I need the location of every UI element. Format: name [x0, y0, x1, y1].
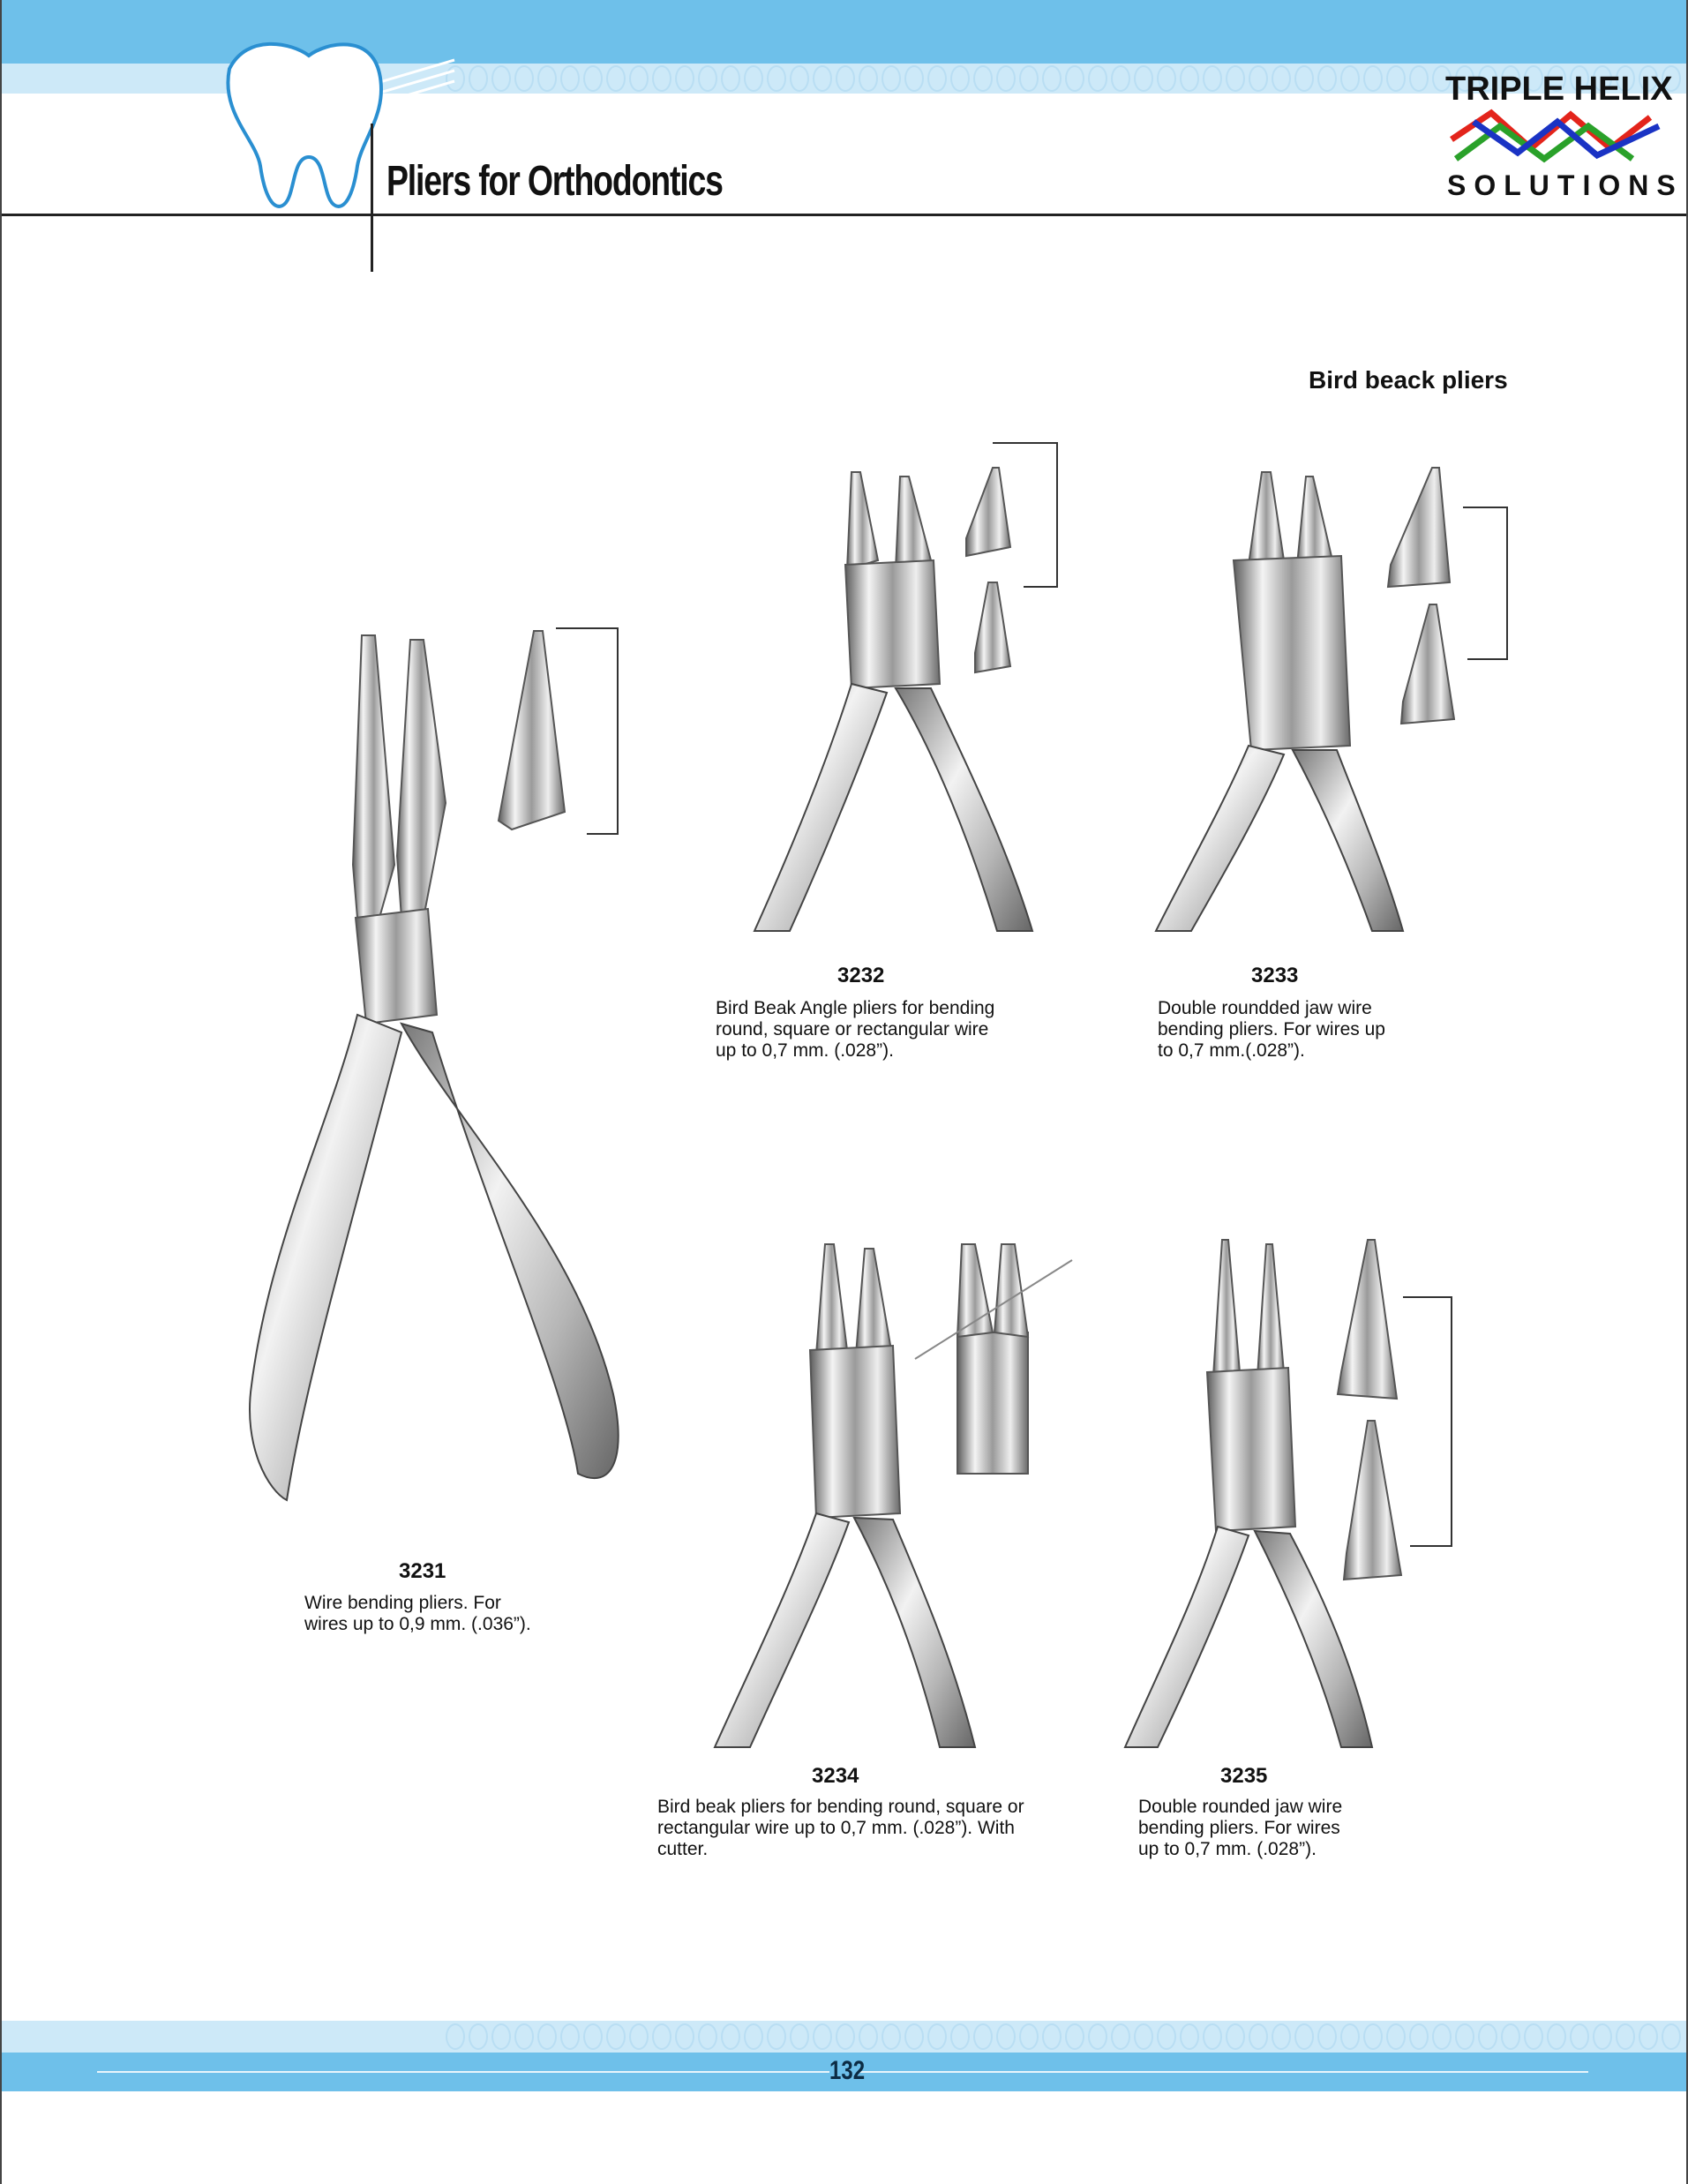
- page-border-left: [0, 0, 2, 2184]
- decor-oval: [1616, 2023, 1635, 2050]
- decor-oval: [1111, 2023, 1130, 2050]
- logo-tagline: SOLUTIONS: [1447, 169, 1684, 201]
- decor-oval: [446, 2023, 465, 2050]
- decor-oval: [560, 65, 580, 92]
- pliers-3232-tip-detail: [962, 441, 1063, 684]
- product-code: 3231: [399, 1559, 446, 1583]
- decor-oval: [721, 2023, 740, 2050]
- page-number: 132: [829, 2056, 866, 2085]
- decor-oval: [927, 65, 947, 92]
- decor-oval: [629, 65, 649, 92]
- decor-oval: [583, 2023, 603, 2050]
- decor-oval: [973, 2023, 993, 2050]
- decor-oval: [1088, 65, 1107, 92]
- decor-oval: [1065, 2023, 1084, 2050]
- decor-oval: [514, 2023, 534, 2050]
- decor-oval: [1294, 65, 1314, 92]
- decor-oval: [1294, 2023, 1314, 2050]
- decor-oval: [583, 65, 603, 92]
- section-heading: Bird beack pliers: [1309, 366, 1508, 394]
- decor-oval: [1111, 65, 1130, 92]
- decor-oval: [996, 2023, 1016, 2050]
- decor-oval: [859, 65, 878, 92]
- decor-oval: [882, 2023, 901, 2050]
- decor-oval: [1524, 2023, 1543, 2050]
- decor-oval: [1088, 2023, 1107, 2050]
- decor-oval: [514, 65, 534, 92]
- decor-oval: [813, 65, 832, 92]
- decor-oval: [1386, 2023, 1406, 2050]
- product-code: 3235: [1220, 1764, 1268, 1788]
- decor-oval: [1272, 2023, 1291, 2050]
- decor-oval: [996, 65, 1016, 92]
- decor-oval: [859, 2023, 878, 2050]
- decor-oval: [675, 65, 694, 92]
- decor-oval: [882, 65, 901, 92]
- decor-oval: [1547, 2023, 1566, 2050]
- decor-oval: [836, 2023, 855, 2050]
- decor-oval: [1409, 65, 1429, 92]
- decor-oval: [1180, 65, 1199, 92]
- decor-oval: [744, 2023, 763, 2050]
- decor-oval: [927, 2023, 947, 2050]
- decor-oval: [836, 65, 855, 92]
- decor-oval: [698, 65, 717, 92]
- decor-oval: [1226, 2023, 1245, 2050]
- decor-oval: [1501, 2023, 1520, 2050]
- decor-oval: [1019, 2023, 1039, 2050]
- decor-oval: [1317, 2023, 1337, 2050]
- decor-oval: [537, 2023, 557, 2050]
- product-description: Bird Beak Angle pliers for bending round, square or rectangular wire up to 0,7 mm. (.028”).: [716, 998, 995, 1061]
- decor-oval: [790, 65, 809, 92]
- decor-oval: [606, 65, 626, 92]
- decor-oval: [698, 2023, 717, 2050]
- decor-oval: [1157, 2023, 1176, 2050]
- decor-oval: [1042, 65, 1062, 92]
- decor-oval: [1363, 2023, 1383, 2050]
- decor-oval: [675, 2023, 694, 2050]
- decor-oval: [1134, 2023, 1153, 2050]
- decor-oval: [1363, 65, 1383, 92]
- decor-oval: [950, 2023, 970, 2050]
- logo-name: TRIPLE HELIX: [1445, 71, 1673, 108]
- decor-oval: [1317, 65, 1337, 92]
- decor-oval: [1065, 65, 1084, 92]
- pliers-3233-tip-detail: [1384, 463, 1512, 728]
- decor-oval: [1203, 65, 1222, 92]
- decor-oval: [537, 65, 557, 92]
- decor-oval: [1570, 2023, 1589, 2050]
- decor-oval: [491, 65, 511, 92]
- decor-oval: [1340, 2023, 1360, 2050]
- product-description: Wire bending pliers. For wires up to 0,9 mm. (.036”).: [304, 1593, 531, 1634]
- decor-oval: [1042, 2023, 1062, 2050]
- header-divider: [371, 124, 373, 272]
- product-code: 3233: [1251, 964, 1299, 987]
- decor-oval: [1249, 2023, 1268, 2050]
- decor-oval: [1019, 65, 1039, 92]
- decor-oval: [744, 65, 763, 92]
- decor-oval: [652, 2023, 671, 2050]
- decor-oval: [973, 65, 993, 92]
- decor-oval: [606, 2023, 626, 2050]
- decor-oval: [1272, 65, 1291, 92]
- triple-helix-logo-icon: [1447, 104, 1668, 168]
- product-code: 3232: [837, 964, 885, 987]
- decor-oval: [1180, 2023, 1199, 2050]
- decor-oval: [721, 65, 740, 92]
- pliers-3233-image: [1138, 463, 1412, 935]
- decor-oval: [950, 65, 970, 92]
- decor-oval: [1249, 65, 1268, 92]
- page-title: Pliers for Orthodontics: [386, 158, 723, 205]
- decor-oval: [1157, 65, 1176, 92]
- decor-oval: [491, 2023, 511, 2050]
- decor-oval: [904, 65, 924, 92]
- decor-oval: [560, 2023, 580, 2050]
- decor-oval: [1593, 2023, 1612, 2050]
- decor-oval: [1639, 2023, 1658, 2050]
- decor-oval: [813, 2023, 832, 2050]
- footer-oval-pattern: [446, 2023, 1681, 2050]
- decor-oval: [1226, 65, 1245, 92]
- decor-oval: [469, 2023, 488, 2050]
- header-rule: [0, 214, 1688, 216]
- pliers-3231-tip-detail: [494, 627, 626, 838]
- decor-oval: [1386, 65, 1406, 92]
- pliers-3234-tip-detail: [913, 1235, 1077, 1482]
- decor-oval: [1662, 2023, 1681, 2050]
- decor-oval: [629, 2023, 649, 2050]
- product-description: Double roundded jaw wire bending pliers. For wires up to 0,7 mm.(.028”).: [1158, 998, 1385, 1061]
- decor-oval: [767, 65, 786, 92]
- decor-oval: [1340, 65, 1360, 92]
- decor-oval: [1134, 65, 1153, 92]
- decor-oval: [1432, 2023, 1452, 2050]
- decor-oval: [1203, 2023, 1222, 2050]
- product-description: Bird beak pliers for bending round, square or rectangular wire up to 0,7 mm. (.028”). With cutter.: [657, 1797, 1024, 1859]
- decor-oval: [1455, 2023, 1474, 2050]
- decor-oval: [904, 2023, 924, 2050]
- decor-oval: [790, 2023, 809, 2050]
- decor-oval: [1478, 2023, 1497, 2050]
- decor-oval: [1409, 2023, 1429, 2050]
- decor-oval: [469, 65, 488, 92]
- product-description: Double rounded jaw wire bending pliers. For wires up to 0,7 mm. (.028”).: [1138, 1797, 1343, 1859]
- pliers-3235-tip-detail: [1331, 1235, 1463, 1588]
- product-code: 3234: [812, 1764, 859, 1788]
- decor-oval: [652, 65, 671, 92]
- decor-oval: [767, 2023, 786, 2050]
